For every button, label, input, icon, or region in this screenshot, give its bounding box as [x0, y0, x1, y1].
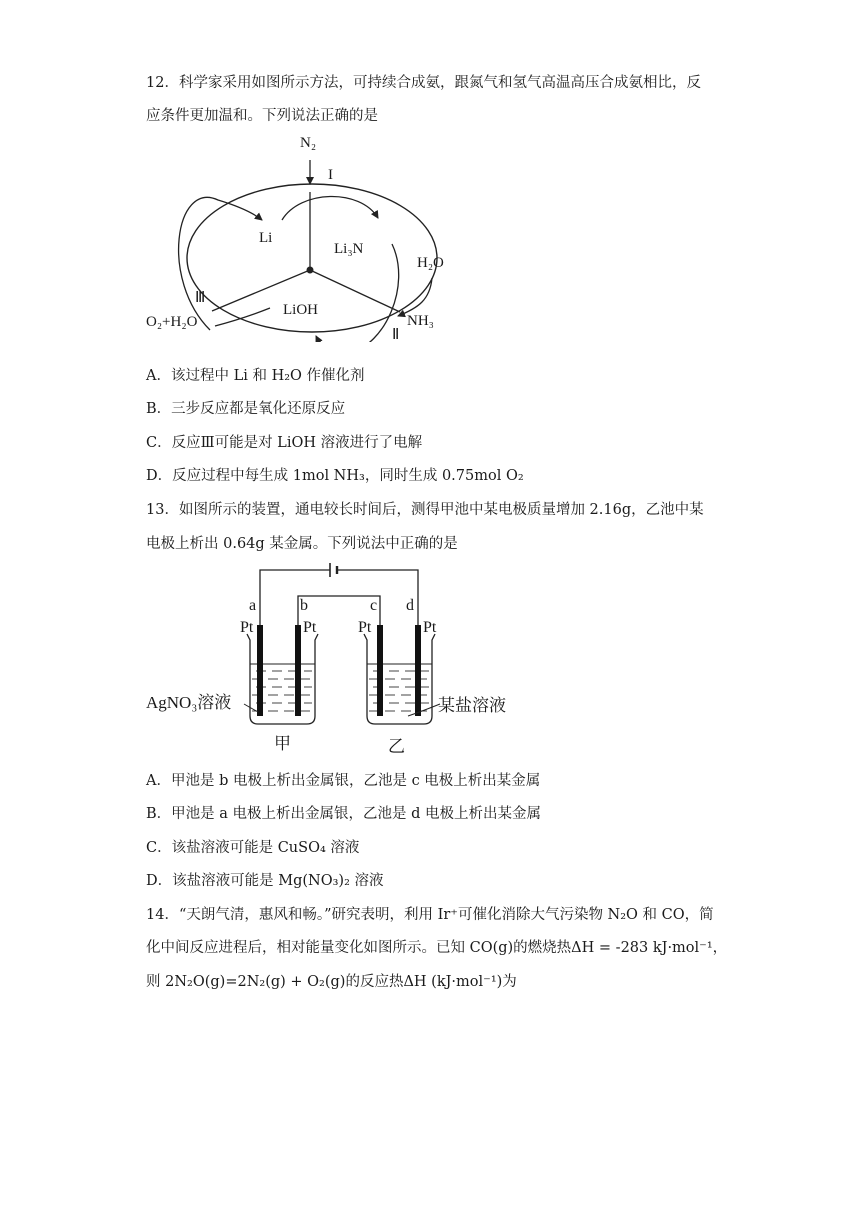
n2-label: N₂	[300, 135, 317, 151]
pt-label-d: Pt	[423, 619, 437, 636]
o2-h2o-label: O₂+H₂O	[146, 314, 198, 330]
q13-option-a: A．甲池是 b 电极上析出金属银，乙池是 c 电极上析出某金属	[146, 773, 541, 789]
cell-yi-label: 乙	[388, 737, 405, 756]
q14-stem-line3: 则 2N₂O(g)=2N₂(g) + O₂(g)的反应热ΔH (kJ·mol⁻¹)为	[146, 974, 517, 990]
li3n-label: Li₃N	[334, 241, 364, 257]
electrode-a-label: a	[249, 597, 257, 614]
q12-option-b: B．三步反应都是氧化还原反应	[146, 401, 346, 417]
q14-stem-line2: 化中间反应进程后，相对能量变化如图所示。已知 CO(g)的燃烧热ΔH = -283 kJ·mol⁻¹，	[146, 940, 728, 956]
agno3-solution-label: AgNO₃溶液	[146, 693, 232, 712]
li-label: Li	[259, 230, 273, 246]
q12-option-a: A．该过程中 Li 和 H₂O 作催化剂	[146, 368, 365, 384]
q14-stem-line1: 14．“天朗气清，惠风和畅。”研究表明，利用 Ir⁺可催化消除大气污染物 N₂O 和 CO，简	[146, 907, 714, 923]
pt-label-a: Pt	[240, 619, 254, 636]
electrode-d-label: d	[406, 597, 414, 614]
pt-label-c: Pt	[358, 619, 372, 636]
q13-stem-line1: 13．如图所示的装置，通电较长时间后，测得甲池中某电极质量增加 2.16g，乙池中某	[146, 502, 704, 518]
q12-stem-line1: 12．科学家采用如图所示方法，可持续合成氨，跟氮气和氢气高温高压合成氨相比，反	[146, 75, 701, 91]
lioh-label: LiOH	[283, 302, 318, 318]
nh3-label: NH₃	[407, 313, 434, 329]
pt-label-b: Pt	[303, 619, 317, 636]
step-i-label: I	[328, 167, 333, 183]
electrode-c-label: c	[370, 597, 378, 614]
q13-option-c: C．该盐溶液可能是 CuSO₄ 溶液	[146, 840, 360, 856]
step-ii-label: Ⅱ	[392, 327, 400, 343]
q12-option-c: C．反应Ⅲ可能是对 LiOH 溶液进行了电解	[146, 435, 423, 451]
electrode-b-label: b	[300, 597, 308, 614]
h2o-label: H₂O	[417, 255, 444, 271]
q13-option-d: D．该盐溶液可能是 Mg(NO₃)₂ 溶液	[146, 873, 384, 889]
q12-stem-line2: 应条件更加温和。下列说法正确的是	[146, 108, 378, 124]
cell-jia-label: 甲	[274, 734, 291, 753]
q13-stem-line2: 电极上析出 0.64g 某金属。下列说法中正确的是	[146, 536, 458, 552]
step-iii-label: Ⅲ	[195, 290, 206, 306]
q12-option-d: D．反应过程中每生成 1mol NH₃，同时生成 0.75mol O₂	[146, 468, 524, 484]
salt-solution-label: 某盐溶液	[438, 696, 506, 715]
q13-option-b: B．甲池是 a 电极上析出金属银，乙池是 d 电极上析出某金属	[146, 806, 542, 822]
